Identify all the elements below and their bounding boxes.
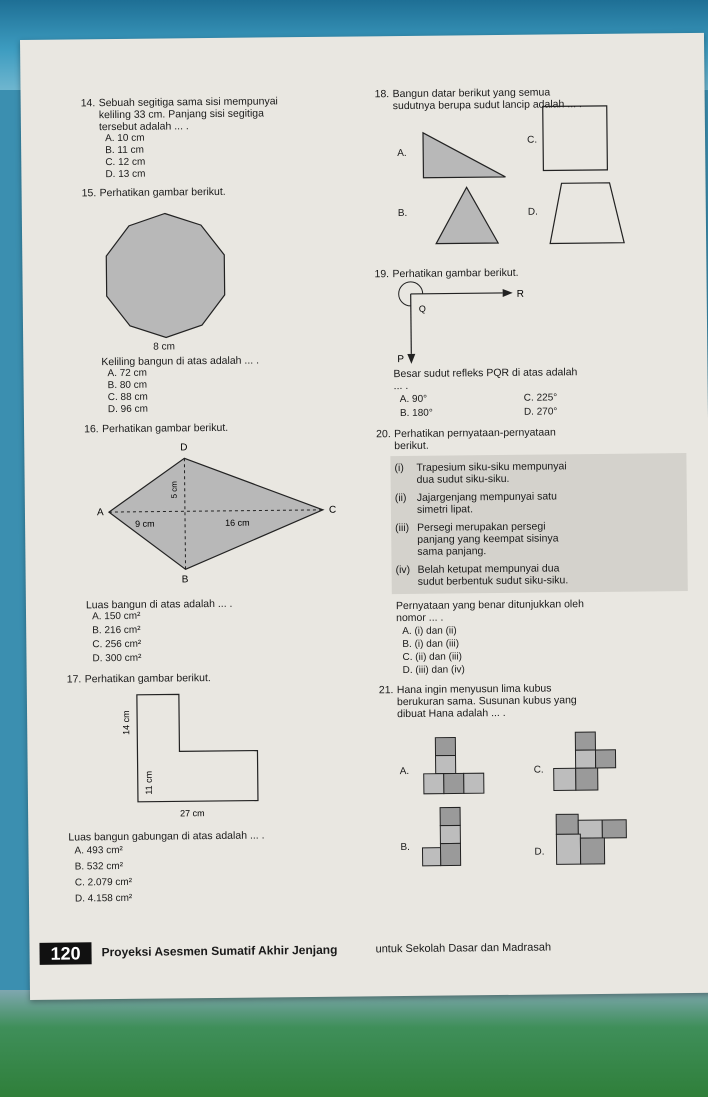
q21-line2: berukuran sama. Susunan kubus yang bbox=[396, 694, 577, 709]
trapezoid-figure bbox=[547, 179, 628, 250]
q18-line1: Bangun datar berikut yang semua bbox=[392, 86, 551, 101]
q21-option-a[interactable]: A. bbox=[399, 765, 410, 778]
cube-b1 bbox=[440, 807, 460, 825]
cube-a4 bbox=[444, 773, 464, 793]
footer-subtitle: untuk Sekolah Dasar dan Madrasah bbox=[375, 941, 552, 956]
angle-label-q: Q bbox=[418, 303, 426, 314]
cube-c1 bbox=[575, 732, 595, 750]
right-triangle-shape bbox=[423, 132, 505, 178]
right-triangle-figure bbox=[413, 127, 514, 188]
q20-option-a[interactable]: A. (i) dan (ii) bbox=[402, 625, 457, 638]
kite-label-16cm: 16 cm bbox=[225, 517, 250, 528]
q14-option-d[interactable]: D. 13 cm bbox=[105, 168, 146, 181]
equilateral-triangle-shape bbox=[436, 187, 499, 244]
angle-label-r: R bbox=[516, 288, 524, 300]
square-shape bbox=[543, 106, 608, 171]
q17-option-a[interactable]: A. 493 cm² bbox=[74, 844, 123, 857]
q19-option-c[interactable]: C. 225° bbox=[523, 392, 558, 404]
q18-option-b[interactable]: B. bbox=[397, 207, 408, 220]
square-figure bbox=[541, 104, 612, 175]
q14-option-b[interactable]: B. 11 cm bbox=[105, 144, 144, 157]
statement-2-line1: Jajargenjang mempunyai satu bbox=[416, 490, 557, 504]
statement-1-line1: Trapesium siku-siku mempunyai bbox=[416, 460, 567, 474]
q16-number: 16. bbox=[84, 423, 99, 436]
statement-2-line2: simetri lipat. bbox=[416, 503, 474, 516]
q15-option-c[interactable]: C. 88 cm bbox=[107, 391, 148, 404]
cube-d2 bbox=[578, 820, 602, 838]
q21-line3: dibuat Hana adalah ... . bbox=[397, 706, 506, 721]
q19-option-d[interactable]: D. 270° bbox=[523, 406, 558, 418]
q20-prompt-1: Pernyataan yang benar ditunjukkan oleh bbox=[395, 598, 584, 613]
statement-1-line2: dua sudut siku-siku. bbox=[416, 472, 510, 486]
q15-option-b[interactable]: B. 80 cm bbox=[107, 379, 148, 392]
cube-b4 bbox=[422, 848, 440, 866]
cube-d5 bbox=[580, 838, 604, 864]
cube-d1 bbox=[556, 814, 578, 834]
q20-prompt-2: nomor ... . bbox=[396, 611, 444, 625]
q14-line1: Sebuah segitiga sama sisi mempunyai bbox=[98, 95, 278, 110]
statement-3-line3: sama panjang. bbox=[417, 545, 487, 558]
q20-option-d[interactable]: D. (iii) dan (iv) bbox=[402, 664, 465, 677]
kite-figure bbox=[96, 435, 346, 588]
q16-question: Luas bangun di atas adalah ... . bbox=[85, 597, 233, 612]
statement-4-line1: Belah ketupat mempunyai dua bbox=[417, 562, 560, 576]
q15-option-a[interactable]: A. 72 cm bbox=[107, 367, 148, 380]
equilateral-triangle-figure bbox=[432, 183, 503, 249]
kite-label-b: B bbox=[181, 574, 189, 586]
cube-c2 bbox=[575, 750, 595, 768]
q20-line1: Perhatikan pernyataan-pernyataan bbox=[394, 426, 556, 441]
cube-a3 bbox=[424, 774, 444, 794]
q20-number: 20. bbox=[376, 428, 391, 441]
q19-question: Besar sudut refleks PQR di atas adalah bbox=[393, 366, 578, 381]
kite-label-a: A bbox=[96, 507, 104, 519]
cube-stack-a bbox=[419, 735, 490, 798]
q19-text: Perhatikan gambar berikut. bbox=[392, 266, 519, 281]
q17-option-d[interactable]: D. 4.158 cm² bbox=[74, 892, 133, 905]
q18-number: 18. bbox=[374, 88, 390, 101]
cube-d4 bbox=[556, 834, 580, 864]
q17-number: 17. bbox=[66, 673, 82, 686]
statement-4-num: (iv) bbox=[395, 563, 411, 577]
kite-label-9cm: 9 cm bbox=[135, 518, 155, 529]
composite-label-11cm: 11 cm bbox=[143, 770, 154, 795]
cube-c4 bbox=[554, 768, 576, 790]
q17-option-c[interactable]: C. 2.079 cm² bbox=[74, 876, 133, 889]
footer-title: Proyeksi Asesmen Sumatif Akhir Jenjang bbox=[101, 942, 338, 960]
q15-question: Keliling bangun di atas adalah ... . bbox=[101, 354, 260, 369]
q16-option-d[interactable]: D. 300 cm² bbox=[92, 652, 142, 665]
kite-label-c: C bbox=[328, 504, 337, 516]
angle-label-p: P bbox=[397, 353, 405, 366]
q18-option-a[interactable]: A. bbox=[397, 147, 407, 160]
statement-3-line2: panjang yang keempat sisinya bbox=[417, 532, 559, 546]
cube-a2 bbox=[436, 755, 456, 773]
statement-3-line1: Persegi merupakan persegi bbox=[417, 520, 546, 534]
cube-b2 bbox=[440, 825, 460, 843]
q21-option-b[interactable]: B. bbox=[400, 841, 410, 854]
statement-4-line2: sudut berbentuk sudut siku-siku. bbox=[417, 574, 569, 588]
q15-side-label: 8 cm bbox=[153, 341, 175, 353]
cube-stack-b bbox=[422, 805, 483, 872]
q17-text: Perhatikan gambar berikut. bbox=[84, 672, 211, 686]
q15-number: 15. bbox=[81, 187, 97, 200]
cube-a5 bbox=[464, 773, 484, 793]
statement-2-num: (ii) bbox=[394, 491, 407, 505]
angle-figure bbox=[393, 283, 534, 364]
kite-label-5cm: 5 cm bbox=[169, 481, 179, 499]
q21-option-c[interactable]: C. bbox=[533, 764, 544, 776]
q19-dots: ... . bbox=[393, 379, 409, 393]
q18-option-c[interactable]: C. bbox=[527, 134, 538, 146]
cube-b3 bbox=[440, 843, 460, 865]
cube-stack-c bbox=[549, 730, 630, 797]
q16-option-a[interactable]: A. 150 cm² bbox=[91, 610, 141, 623]
cube-c5 bbox=[576, 768, 598, 790]
q16-option-b[interactable]: B. 216 cm² bbox=[92, 624, 141, 637]
q16-text: Perhatikan gambar berikut. bbox=[102, 421, 229, 436]
q17-option-b[interactable]: B. 532 cm² bbox=[74, 860, 124, 873]
worksheet-page bbox=[20, 33, 708, 1000]
q15-text: Perhatikan gambar berikut. bbox=[99, 185, 226, 200]
q15-option-d[interactable]: D. 96 cm bbox=[107, 403, 148, 416]
q14-option-c[interactable]: C. 12 cm bbox=[105, 156, 146, 169]
kite-label-d: D bbox=[180, 442, 188, 454]
q19-option-b[interactable]: B. 180° bbox=[399, 407, 433, 420]
q16-option-c[interactable]: C. 256 cm² bbox=[92, 638, 142, 651]
trapezoid-shape bbox=[550, 183, 625, 244]
q21-number: 21. bbox=[378, 684, 394, 697]
kite-shape bbox=[108, 457, 323, 570]
cube-d3 bbox=[602, 820, 626, 838]
composite-shape bbox=[137, 694, 258, 802]
composite-figure bbox=[117, 687, 278, 824]
q14-line3: tersebut adalah ... . bbox=[98, 120, 189, 134]
background-bottom bbox=[0, 990, 708, 1097]
decagon-figure bbox=[100, 210, 231, 341]
page-number: 120 bbox=[39, 942, 91, 965]
q20-option-c[interactable]: C. (ii) dan (iii) bbox=[402, 651, 462, 664]
q21-line1: Hana ingin menyusun lima kubus bbox=[396, 682, 552, 697]
q14-number: 14. bbox=[80, 97, 96, 110]
cube-c3 bbox=[595, 750, 615, 768]
q14-line2: keliling 33 cm. Panjang sisi segitiga bbox=[98, 107, 265, 122]
decagon-shape bbox=[106, 213, 225, 338]
composite-label-14cm: 14 cm bbox=[121, 710, 132, 735]
q18-option-d[interactable]: D. bbox=[527, 206, 538, 218]
composite-label-27cm: 27 cm bbox=[180, 808, 205, 819]
q20-line2: berikut. bbox=[394, 439, 429, 453]
q17-question: Luas bangun gabungan di atas adalah ... . bbox=[68, 829, 265, 844]
q19-option-a[interactable]: A. 90° bbox=[399, 393, 428, 406]
q20-option-b[interactable]: B. (i) dan (iii) bbox=[402, 638, 460, 651]
cube-stack-d bbox=[552, 810, 637, 873]
cube-a1 bbox=[435, 737, 455, 755]
q18-line2: sudutnya berupa sudut lancip adalah ... . bbox=[392, 98, 582, 113]
q14-option-a[interactable]: A. 10 cm bbox=[104, 132, 145, 145]
statement-3-num: (iii) bbox=[395, 521, 410, 535]
q19-number: 19. bbox=[374, 268, 390, 281]
statement-1-num: (i) bbox=[394, 462, 404, 475]
q21-option-d[interactable]: D. bbox=[534, 846, 545, 858]
